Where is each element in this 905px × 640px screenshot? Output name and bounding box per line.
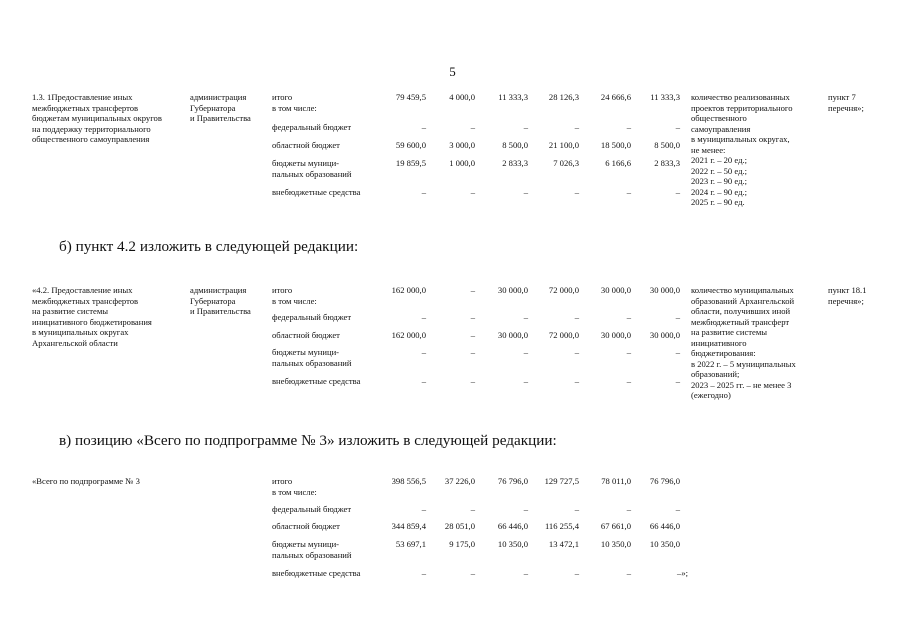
row-4-2-funding-oblast: областной бюджет — [272, 330, 340, 340]
row-1-3-item: пункт 7 перечня»; — [828, 92, 864, 113]
cell: 76 796,0 — [497, 476, 528, 486]
cell: 11 333,3 — [650, 92, 680, 102]
cell: – — [470, 330, 475, 340]
cell: – — [421, 504, 426, 514]
cell: – — [675, 347, 680, 357]
cell: – — [470, 376, 475, 386]
cell: – — [421, 187, 426, 197]
cell: 21 100,0 — [548, 140, 579, 150]
cell: – — [626, 347, 631, 357]
row-4-2-funding-munic: бюджеты муници- пальных образований — [272, 347, 352, 368]
cell: 24 666,6 — [600, 92, 631, 102]
cell: 78 011,0 — [601, 476, 631, 486]
page-number: 5 — [449, 64, 456, 79]
cell: 28 126,3 — [548, 92, 579, 102]
cell: 7 026,3 — [553, 158, 579, 168]
cell: 59 600,0 — [395, 140, 426, 150]
cell: 2 833,3 — [502, 158, 528, 168]
cell: 30 000,0 — [600, 330, 631, 340]
cell: – — [523, 568, 528, 578]
cell: 79 459,5 — [395, 92, 426, 102]
total-name: «Всего по подпрограмме № 3 — [32, 476, 140, 486]
cell: – — [675, 187, 680, 197]
cell: 66 446,0 — [649, 521, 680, 531]
cell: 1 000,0 — [449, 158, 475, 168]
cell: – — [574, 568, 579, 578]
cell: – — [523, 187, 528, 197]
cell: – — [574, 187, 579, 197]
row-1-3-funding-vneb: внебюджетные средства — [272, 187, 361, 197]
cell: 72 000,0 — [548, 330, 579, 340]
cell: 4 000,0 — [449, 92, 475, 102]
cell: 76 796,0 — [649, 476, 680, 486]
total-funding-federal: федеральный бюджет — [272, 504, 352, 514]
cell: 19 859,5 — [395, 158, 426, 168]
row-4-2-funding-itogo: итого в том числе: — [272, 285, 317, 306]
cell: – — [470, 347, 475, 357]
cell: – — [470, 187, 475, 197]
cell: – — [421, 347, 426, 357]
row-4-2-funding-vneb: внебюджетные средства — [272, 376, 361, 386]
cell: 53 697,1 — [395, 539, 426, 549]
cell: 66 446,0 — [497, 521, 528, 531]
heading-v: в) позицию «Всего по подпрограмме № 3» изложить в следующей редакции: — [59, 432, 557, 449]
cell: – — [626, 568, 631, 578]
cell: 398 556,5 — [391, 476, 426, 486]
cell: 10 350,0 — [649, 539, 680, 549]
cell: – — [574, 504, 579, 514]
cell: 67 661,0 — [600, 521, 631, 531]
cell: – — [523, 376, 528, 386]
total-funding-oblast: областной бюджет — [272, 521, 340, 531]
cell: – — [523, 347, 528, 357]
cell: 3 000,0 — [449, 140, 475, 150]
cell: – — [470, 568, 475, 578]
row-4-2-item: пункт 18.1 перечня»; — [828, 285, 867, 306]
row-1-3-result: количество реализованных проектов территориального общественного самоуправления в муниципальных округах, не менее: 2021 г. – 20 ед.; 2022 г. – 50 ед.; 2023 г. – 90 ед.; 2024 г. – 90 ед.; 2025 г. – 90 ед. — [691, 92, 793, 207]
cell: 2 833,3 — [654, 158, 680, 168]
cell: 30 000,0 — [649, 285, 680, 295]
row-1-3-funding-itogo: итого в том числе: — [272, 92, 317, 113]
cell: – — [675, 504, 680, 514]
cell: 8 500,0 — [654, 140, 680, 150]
cell: 28 051,0 — [444, 521, 475, 531]
cell: 13 472,1 — [548, 539, 579, 549]
cell: 30 000,0 — [649, 330, 680, 340]
cell: 9 175,0 — [449, 539, 475, 549]
row-4-2-result: количество муниципальных образований Архангельской области, получивших иной межбюджетный трансферт на развитие системы инициативного бюджетирования: в 2022 г. – 5 муниципальных образований; 2023 – 2025 гг. – не менее 3 (ежегодно) — [691, 285, 796, 400]
cell: – — [421, 312, 426, 322]
heading-b: б) пункт 4.2 изложить в следующей редакции: — [59, 238, 359, 255]
cell: – — [574, 347, 579, 357]
cell: –»; — [677, 568, 688, 578]
row-4-2-executor: администрация Губернатора и Правительства — [190, 285, 251, 316]
row-1-3-funding-oblast: областной бюджет — [272, 140, 340, 150]
cell: – — [626, 376, 631, 386]
cell: – — [626, 504, 631, 514]
cell: – — [626, 122, 631, 132]
cell: 72 000,0 — [548, 285, 579, 295]
row-1-3-funding-munic: бюджеты муници- пальных образований — [272, 158, 352, 179]
cell: 30 000,0 — [497, 330, 528, 340]
cell: – — [470, 122, 475, 132]
cell: 162 000,0 — [391, 330, 426, 340]
cell: – — [626, 312, 631, 322]
cell: 129 727,5 — [544, 476, 579, 486]
total-funding-vneb: внебюджетные средства — [272, 568, 361, 578]
row-4-2-funding-federal: федеральный бюджет — [272, 312, 352, 322]
cell: – — [421, 568, 426, 578]
cell: – — [470, 504, 475, 514]
cell: 11 333,3 — [498, 92, 528, 102]
cell: 10 350,0 — [600, 539, 631, 549]
row-1-3-executor: администрация Губернатора и Правительства — [190, 92, 251, 123]
cell: – — [574, 376, 579, 386]
cell: 10 350,0 — [497, 539, 528, 549]
cell: 162 000,0 — [391, 285, 426, 295]
cell: – — [675, 122, 680, 132]
total-funding-munic: бюджеты муници- пальных образований — [272, 539, 352, 560]
cell: – — [574, 312, 579, 322]
total-funding-itogo: итого в том числе: — [272, 476, 317, 497]
row-4-2-name: «4.2. Предоставление иных межбюджетных трансфертов на развитие системы инициативного бюджетирования в муниципальных округах Архангельской области — [32, 285, 152, 348]
cell: – — [675, 376, 680, 386]
cell: 6 166,6 — [605, 158, 631, 168]
cell: 30 000,0 — [497, 285, 528, 295]
row-1-3-funding-federal: федеральный бюджет — [272, 122, 352, 132]
cell: – — [574, 122, 579, 132]
cell: – — [421, 122, 426, 132]
cell: 30 000,0 — [600, 285, 631, 295]
cell: – — [523, 312, 528, 322]
cell: – — [470, 285, 475, 295]
cell: – — [626, 187, 631, 197]
cell: 18 500,0 — [600, 140, 631, 150]
cell: – — [675, 312, 680, 322]
row-1-3-name: 1.3. 1Предоставление иных межбюджетных трансфертов бюджетам муниципальных округов на поддержку территориального общественного самоуправления — [32, 92, 162, 144]
cell: – — [523, 504, 528, 514]
cell: 37 226,0 — [444, 476, 475, 486]
cell: 8 500,0 — [502, 140, 528, 150]
cell: – — [470, 312, 475, 322]
cell: – — [523, 122, 528, 132]
cell: 116 255,4 — [544, 521, 579, 531]
cell: – — [421, 376, 426, 386]
cell: 344 859,4 — [391, 521, 426, 531]
